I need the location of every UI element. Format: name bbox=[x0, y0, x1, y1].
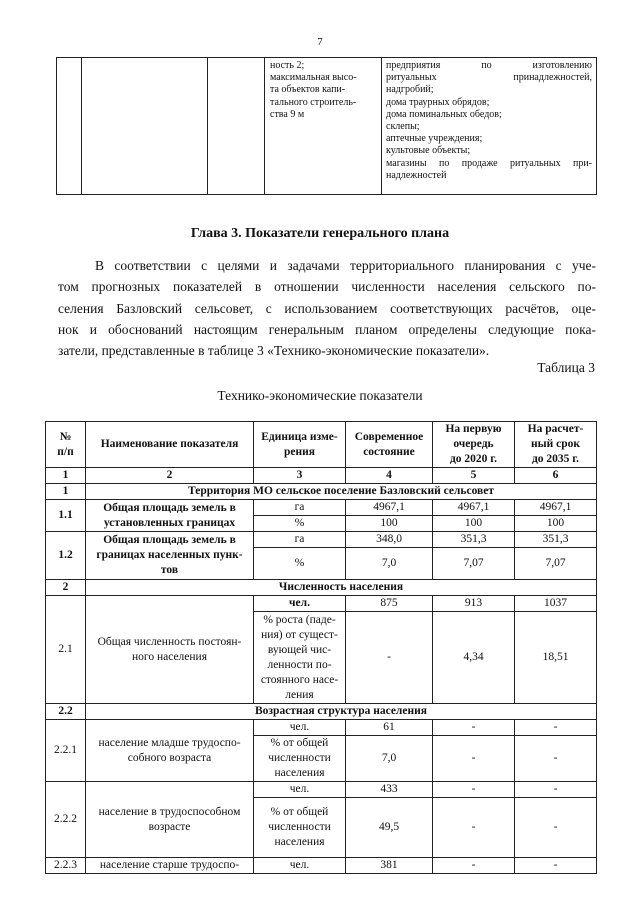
indicators-table bbox=[45, 421, 597, 874]
section-num: 1 bbox=[46, 484, 86, 500]
row-num: 2.1 bbox=[46, 596, 86, 704]
header-first-stage: На первую очередь до 2020 г. bbox=[433, 422, 515, 468]
value-cell: 100 bbox=[433, 516, 515, 532]
paragraph-line: том прогнозных показателей в отношении численности населения сельского по- bbox=[58, 279, 596, 295]
text-line: максимальная высо- bbox=[270, 72, 357, 84]
unit-cell: га bbox=[254, 532, 346, 548]
value-cell: 100 bbox=[346, 516, 433, 532]
row-name: население старше трудоспо- bbox=[86, 858, 254, 874]
col-number: 3 bbox=[254, 468, 346, 484]
table-row bbox=[46, 596, 597, 612]
row-num: 2.2.3 bbox=[46, 858, 86, 874]
unit-cell: % от общей численности населения bbox=[254, 736, 346, 782]
section-row bbox=[46, 484, 597, 500]
section-title: Территория МО сельское поселение Базловский сельсовет bbox=[86, 484, 597, 500]
text-line: культовые объекты; bbox=[386, 145, 471, 157]
section-row bbox=[46, 580, 597, 596]
unit-cell: чел. bbox=[254, 782, 346, 798]
col-number: 4 bbox=[346, 468, 433, 484]
section-num: 2 bbox=[46, 580, 86, 596]
value-cell: - bbox=[433, 858, 515, 874]
header-unit: Единица изме- рения bbox=[254, 422, 346, 468]
col-number: 2 bbox=[86, 468, 254, 484]
col-number: 6 bbox=[515, 468, 597, 484]
value-cell: 61 bbox=[346, 720, 433, 736]
row-num: 1.1 bbox=[46, 500, 86, 532]
text-line: та объектов капи- bbox=[270, 84, 346, 96]
value-cell: 381 bbox=[346, 858, 433, 874]
value-cell: 18,51 bbox=[515, 612, 597, 704]
cell-empty bbox=[208, 58, 265, 195]
section-title: Численность населения bbox=[86, 580, 597, 596]
text-line: ритуальных принадлежностей, bbox=[386, 72, 592, 84]
value-cell: - bbox=[515, 782, 597, 798]
row-name: Общая площадь земель в границах населенных пунк- тов bbox=[86, 532, 254, 580]
text-line: предприятия по изготовлению bbox=[386, 60, 592, 71]
value-cell: 4967,1 bbox=[346, 500, 433, 516]
value-cell: - bbox=[433, 736, 515, 782]
row-name: Общая численность постоян- ного населения bbox=[86, 596, 254, 704]
col-number: 5 bbox=[433, 468, 515, 484]
value-cell: 913 bbox=[433, 596, 515, 612]
value-cell: 7,0 bbox=[346, 736, 433, 782]
header-name: Наименование показателя bbox=[86, 422, 254, 468]
section-row bbox=[46, 704, 597, 720]
text-line: ства 9 м bbox=[270, 108, 305, 120]
value-cell: - bbox=[515, 736, 597, 782]
row-num: 2.2.2 bbox=[46, 782, 86, 858]
unit-cell: га bbox=[254, 500, 346, 516]
text-line: дома траурных обрядов; bbox=[386, 96, 490, 108]
value-cell: 100 bbox=[515, 516, 597, 532]
value-cell: - bbox=[433, 720, 515, 736]
unit-cell: чел. bbox=[254, 720, 346, 736]
table-title: Технико-экономические показатели bbox=[217, 388, 423, 403]
column-number-row bbox=[46, 468, 597, 484]
row-name: население в трудоспособном возрасте bbox=[86, 782, 254, 858]
unit-cell: чел. bbox=[254, 858, 346, 874]
header-calc-term: На расчет- ный срок до 2035 г. bbox=[515, 422, 597, 468]
text-line: магазины по продаже ритуальных при- bbox=[386, 157, 592, 169]
value-cell: - bbox=[433, 798, 515, 858]
table-row bbox=[46, 782, 597, 798]
value-cell: 875 bbox=[346, 596, 433, 612]
cell-empty bbox=[82, 58, 208, 195]
value-cell: - bbox=[515, 858, 597, 874]
continued-table bbox=[56, 57, 597, 195]
col-number: 1 bbox=[46, 468, 86, 484]
text-line: тального строитель- bbox=[270, 96, 357, 108]
value-cell: 49,5 bbox=[346, 798, 433, 858]
text-line: склепы; bbox=[386, 121, 420, 133]
value-cell: 351,3 bbox=[433, 532, 515, 548]
section-title: Возрастная структура населения bbox=[86, 704, 597, 720]
paragraph-line: нок и обоснований настоящим генеральным планом определены следующие пока- bbox=[58, 321, 596, 337]
value-cell: - bbox=[515, 798, 597, 858]
paragraph-line: В соответствии с целями и задачами территориального планирования с уче- bbox=[95, 258, 596, 273]
header-current: Современное состояние bbox=[346, 422, 433, 468]
paragraph-line: селения Базловский сельсовет, с использованием соответствующих расчётов, оце- bbox=[58, 300, 596, 316]
table-row bbox=[46, 720, 597, 736]
chapter-heading: Глава 3. Показатели генерального плана bbox=[190, 226, 450, 241]
value-cell: 4967,1 bbox=[515, 500, 597, 516]
table-row bbox=[46, 858, 597, 874]
cell-empty bbox=[57, 58, 82, 195]
row-name: Общая площадь земель в установленных границах bbox=[86, 500, 254, 532]
unit-cell: % bbox=[254, 516, 346, 532]
header-num: № п/п bbox=[46, 422, 86, 468]
value-cell: 348,0 bbox=[346, 532, 433, 548]
value-cell: 4967,1 bbox=[433, 500, 515, 516]
value-cell: 7,07 bbox=[515, 548, 597, 580]
unit-cell: % роста (паде- ния) от сущест- вующей чис- ленности по- стоянного насе- ления bbox=[254, 612, 346, 704]
text-line: надлежностей bbox=[386, 169, 447, 181]
value-cell: - bbox=[515, 720, 597, 736]
section-num: 2.2 bbox=[46, 704, 86, 720]
cell-objects bbox=[382, 58, 597, 195]
table-header-row bbox=[46, 422, 597, 468]
text-line: аптечные учреждения; bbox=[386, 133, 483, 145]
page-number: 7 bbox=[317, 36, 323, 48]
text-line: надгробий; bbox=[386, 84, 434, 96]
value-cell: 433 bbox=[346, 782, 433, 798]
table-row bbox=[46, 500, 597, 516]
value-cell: 351,3 bbox=[515, 532, 597, 548]
intro-paragraph bbox=[58, 255, 596, 361]
row-num: 1.2 bbox=[46, 532, 86, 580]
table-label: Таблица 3 bbox=[537, 360, 595, 375]
value-cell: 1037 bbox=[515, 596, 597, 612]
table-row bbox=[46, 532, 597, 548]
value-cell: - bbox=[346, 612, 433, 704]
row-name: население младше трудоспо- собного возраста bbox=[86, 720, 254, 782]
row-num: 2.2.1 bbox=[46, 720, 86, 782]
paragraph-line: затели, представленные в таблице 3 «Технико-экономические показатели». bbox=[58, 343, 490, 359]
unit-cell: % bbox=[254, 548, 346, 580]
text-line: дома поминальных обедов; bbox=[386, 108, 502, 120]
text-line: ность 2; bbox=[270, 60, 305, 71]
value-cell: 4,34 bbox=[433, 612, 515, 704]
unit-cell: чел. bbox=[254, 596, 346, 612]
value-cell: 7,0 bbox=[346, 548, 433, 580]
value-cell: 7,07 bbox=[433, 548, 515, 580]
unit-cell: % от общей численности населения bbox=[254, 798, 346, 858]
cell-norms bbox=[265, 58, 382, 195]
value-cell: - bbox=[433, 782, 515, 798]
